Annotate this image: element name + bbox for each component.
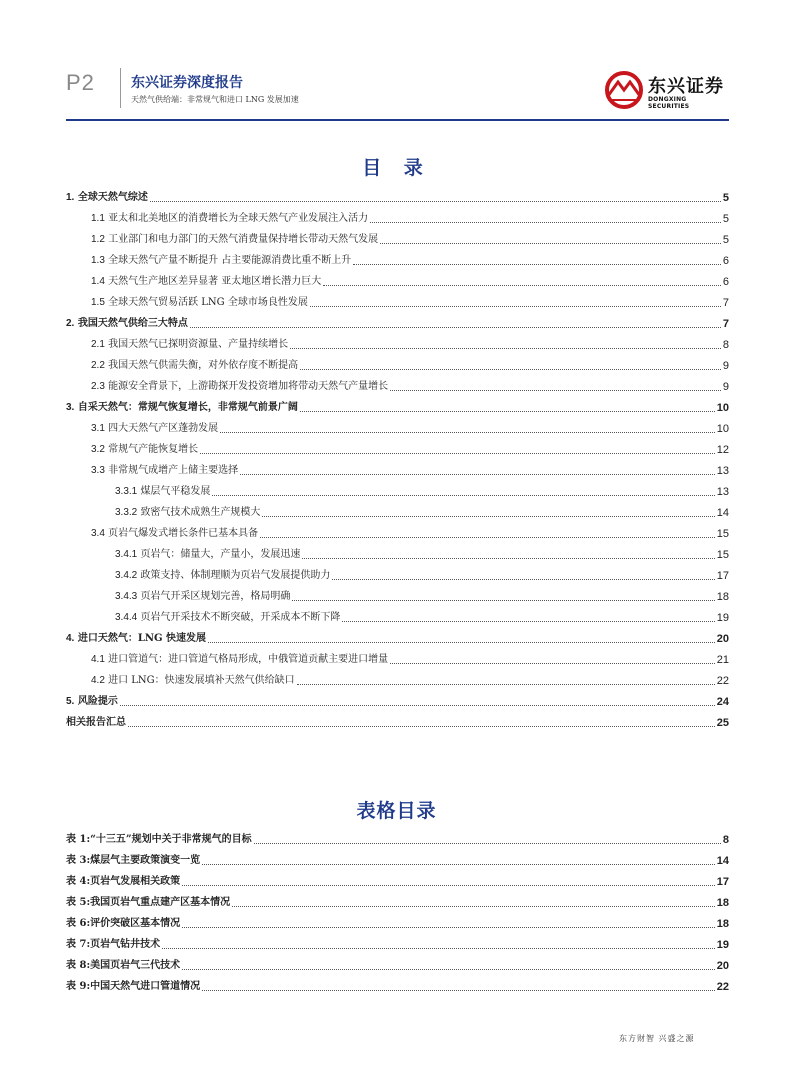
toc-entry-number: 3. xyxy=(66,402,75,413)
toc-entry[interactable] xyxy=(66,585,729,606)
toc-entry[interactable] xyxy=(66,606,729,627)
toc-entry-page: 22 xyxy=(716,675,729,687)
table-toc-entry-text: 表 3:煤层气主要政策演变一览 xyxy=(66,855,201,866)
toc-entry-number: 3.4.3 xyxy=(115,591,138,602)
toc-entry-number: 1.1 xyxy=(91,213,105,224)
toc-entry-label xyxy=(115,549,302,561)
toc-entry[interactable] xyxy=(66,228,729,249)
toc-entry[interactable] xyxy=(66,501,729,522)
table-toc-entry[interactable] xyxy=(66,954,729,975)
table-toc-entry[interactable] xyxy=(66,933,729,954)
dot-leader xyxy=(390,663,715,664)
toc-entry-label xyxy=(115,570,332,582)
dot-leader xyxy=(202,864,715,865)
toc-entry-page: 5 xyxy=(722,213,729,225)
toc-entry[interactable] xyxy=(66,354,729,375)
dot-leader xyxy=(390,390,721,391)
dot-leader xyxy=(182,885,715,886)
header-rule xyxy=(66,119,729,121)
page-number: P2 xyxy=(66,70,95,95)
toc-entry-label xyxy=(66,696,120,708)
toc-entry-label xyxy=(66,717,128,729)
toc-entry-number: 1. xyxy=(66,192,75,203)
toc-entry-text: 进口管道气：进口管道气格局形成，中俄管道贡献主要进口增量 xyxy=(108,654,389,665)
toc-entry[interactable] xyxy=(66,186,729,207)
toc-entry-number: 3.2 xyxy=(91,444,105,455)
toc-entry-label xyxy=(115,486,212,498)
toc-entry-page: 21 xyxy=(716,654,729,666)
toc-entry-page: 14 xyxy=(716,507,729,519)
toc-entry-text: 相关报告汇总 xyxy=(66,717,126,728)
table-toc-entry-page: 14 xyxy=(716,855,729,867)
table-toc-entry-page: 8 xyxy=(722,834,729,846)
toc-entry-page: 7 xyxy=(722,318,729,330)
toc-entry-number: 5. xyxy=(66,696,75,707)
dot-leader xyxy=(260,537,715,538)
table-toc-entry-page: 18 xyxy=(716,918,729,930)
dot-leader xyxy=(323,285,721,286)
toc-entry-page: 18 xyxy=(716,591,729,603)
dot-leader xyxy=(353,264,721,265)
toc-entry[interactable] xyxy=(66,669,729,690)
toc-entry-number: 4. xyxy=(66,633,75,644)
toc-entry-number: 3.4.2 xyxy=(115,570,138,581)
dot-leader xyxy=(300,411,715,412)
toc-entry[interactable] xyxy=(66,207,729,228)
dot-leader xyxy=(220,432,715,433)
table-toc-entry-page: 18 xyxy=(716,897,729,909)
toc-entry-text: 我国天然气供给三大特点 xyxy=(77,318,188,329)
toc-entry[interactable] xyxy=(66,459,729,480)
report-title: 东兴证券深度报告 xyxy=(131,75,243,91)
toc-entry-label xyxy=(66,402,300,414)
toc-entry[interactable] xyxy=(66,480,729,501)
toc-entry-page: 9 xyxy=(722,360,729,372)
dot-leader xyxy=(342,621,714,622)
toc-entry-text: 我国天然气已探明资源量、产量持续增长 xyxy=(108,339,289,350)
toc-entry-text: 全球天然气综述 xyxy=(77,192,148,203)
toc-entry-page: 6 xyxy=(722,276,729,288)
toc-entry[interactable] xyxy=(66,396,729,417)
toc-entry[interactable] xyxy=(66,627,729,648)
toc-entry[interactable] xyxy=(66,648,729,669)
toc-entry-text: 页岩气开采技术不断突破，开采成本不断下降 xyxy=(140,612,341,623)
toc-entry-page: 5 xyxy=(722,234,729,246)
toc-entry-text: 我国天然气供需失衡，对外依存度不断提高 xyxy=(108,360,299,371)
dot-leader xyxy=(302,558,714,559)
table-of-contents xyxy=(66,186,729,732)
footer-slogan: 东方财智 兴盛之源 xyxy=(619,1034,695,1043)
toc-entry[interactable] xyxy=(66,249,729,270)
toc-entry-label xyxy=(91,654,390,666)
dot-leader xyxy=(290,348,721,349)
toc-entry-page: 8 xyxy=(722,339,729,351)
table-toc-title: 表格目录 xyxy=(356,800,437,822)
toc-entry-text: 四大天然气产区蓬勃发展 xyxy=(108,423,219,434)
toc-entry-number: 2. xyxy=(66,318,75,329)
toc-entry-text: 页岩气开采区规划完善，格局明确 xyxy=(140,591,291,602)
toc-entry-label xyxy=(115,507,262,519)
table-toc-entry-page: 20 xyxy=(716,960,729,972)
toc-entry-label xyxy=(91,255,353,267)
toc-entry-page: 25 xyxy=(716,717,729,729)
dot-leader xyxy=(120,705,715,706)
toc-entry-number: 1.2 xyxy=(91,234,105,245)
dot-leader xyxy=(297,684,715,685)
toc-entry-text: 工业部门和电力部门的天然气消费量保持增长带动天然气发展 xyxy=(108,234,379,245)
toc-entry-label xyxy=(66,192,150,204)
toc-entry[interactable] xyxy=(66,522,729,543)
toc-entry-number: 3.3.2 xyxy=(115,507,138,518)
toc-entry-label xyxy=(91,444,200,456)
dot-leader xyxy=(150,201,721,202)
table-toc-entry-text: 表 8:美国页岩气三代技术 xyxy=(66,960,181,971)
toc-entry-label xyxy=(91,528,260,540)
toc-entry[interactable] xyxy=(66,564,729,585)
dot-leader xyxy=(202,990,715,991)
table-toc-entry[interactable] xyxy=(66,891,729,912)
table-toc-entry[interactable] xyxy=(66,975,729,996)
dot-leader xyxy=(300,369,721,370)
toc-entry-label xyxy=(91,423,220,435)
toc-entry-page: 9 xyxy=(722,381,729,393)
toc-entry-page: 15 xyxy=(716,528,729,540)
table-toc-entry[interactable] xyxy=(66,849,729,870)
dot-leader xyxy=(212,495,714,496)
table-of-tables xyxy=(66,828,729,996)
dot-leader xyxy=(162,948,715,949)
table-toc-entry-page: 19 xyxy=(716,939,729,951)
toc-entry-page: 7 xyxy=(722,297,729,309)
toc-entry-text: 常规气产能恢复增长 xyxy=(108,444,199,455)
toc-entry-number: 4.1 xyxy=(91,654,105,665)
toc-entry-number: 2.3 xyxy=(91,381,105,392)
toc-entry-text: 非常规气成增产上储主要选择 xyxy=(108,465,239,476)
toc-entry[interactable] xyxy=(66,312,729,333)
dot-leader xyxy=(200,453,715,454)
toc-entry-number: 3.3.1 xyxy=(115,486,138,497)
toc-entry[interactable] xyxy=(66,291,729,312)
toc-entry[interactable] xyxy=(66,690,729,711)
toc-entry-text: 煤层气平稳发展 xyxy=(140,486,211,497)
company-logo xyxy=(604,70,729,110)
toc-entry-text: 致密气技术成熟生产规模大 xyxy=(140,507,261,518)
toc-entry-text: 政策支持、体制理顺为页岩气发展提供助力 xyxy=(140,570,331,581)
dot-leader xyxy=(182,927,715,928)
table-toc-entry[interactable] xyxy=(66,828,729,849)
table-toc-entry[interactable] xyxy=(66,870,729,891)
toc-entry-text: 进口 LNG：快速发展填补天然气供给缺口 xyxy=(108,675,295,686)
toc-entry[interactable] xyxy=(66,438,729,459)
toc-entry-label xyxy=(91,465,240,477)
logo-emblem-icon xyxy=(604,70,646,110)
toc-entry[interactable] xyxy=(66,711,729,732)
table-toc-entry[interactable] xyxy=(66,912,729,933)
toc-entry[interactable] xyxy=(66,270,729,291)
toc-entry-text: 自采天然气：常规气恢复增长，非常规气前景广阔 xyxy=(77,402,298,413)
dot-leader xyxy=(262,516,714,517)
dot-leader xyxy=(380,243,721,244)
toc-entry-page: 10 xyxy=(716,402,729,414)
toc-entry-number: 1.5 xyxy=(91,297,105,308)
toc-entry-label xyxy=(91,360,300,372)
toc-entry-number: 3.3 xyxy=(91,465,105,476)
toc-entry-number: 3.1 xyxy=(91,423,105,434)
dot-leader xyxy=(128,726,715,727)
toc-entry-label xyxy=(91,381,390,393)
toc-entry-page: 6 xyxy=(722,255,729,267)
toc-entry[interactable] xyxy=(66,543,729,564)
toc-entry-text: 天然气生产地区差异显著 亚太地区增长潜力巨大 xyxy=(108,276,322,287)
toc-entry-text: 亚太和北美地区的消费增长为全球天然气产业发展注入活力 xyxy=(108,213,369,224)
dot-leader xyxy=(292,600,714,601)
toc-entry-page: 24 xyxy=(716,696,729,708)
toc-entry-page: 12 xyxy=(716,444,729,456)
dot-leader xyxy=(240,474,715,475)
toc-entry[interactable] xyxy=(66,333,729,354)
table-toc-entry-page: 17 xyxy=(716,876,729,888)
toc-entry-label xyxy=(66,318,190,330)
dot-leader xyxy=(332,579,714,580)
table-toc-entry-text: 表 1:“十三五”规划中关于非常规气的目标 xyxy=(66,834,252,845)
toc-title: 目 录 xyxy=(362,157,431,179)
toc-entry-label xyxy=(115,612,342,624)
table-toc-entry-page: 22 xyxy=(716,981,729,993)
toc-entry-label xyxy=(91,234,380,246)
toc-entry-page: 13 xyxy=(716,486,729,498)
table-toc-entry-text: 表 6:评价突破区基本情况 xyxy=(66,918,181,929)
toc-entry-number: 2.1 xyxy=(91,339,105,350)
logo-cn-text: 东兴证券 xyxy=(648,76,724,97)
toc-entry-label xyxy=(91,213,370,225)
toc-entry-page: 17 xyxy=(716,570,729,582)
toc-entry-text: 全球天然气产量不断提升 占主要能源消费比重不断上升 xyxy=(108,255,352,266)
toc-entry-text: 页岩气：储量大，产量小，发展迅速 xyxy=(140,549,301,560)
toc-entry-number: 2.2 xyxy=(91,360,105,371)
report-subtitle: 天然气供给端：非常规气和进口 LNG 发展加速 xyxy=(131,95,299,104)
toc-entry-page: 19 xyxy=(716,612,729,624)
toc-entry-text: 进口天然气：LNG 快速发展 xyxy=(77,633,207,644)
dot-leader xyxy=(182,969,715,970)
toc-entry-number: 1.3 xyxy=(91,255,105,266)
toc-entry-number: 1.4 xyxy=(91,276,105,287)
toc-entry-label xyxy=(91,297,310,309)
table-toc-entry-text: 表 5:我国页岩气重点建产区基本情况 xyxy=(66,897,231,908)
toc-entry-text: 能源安全背景下，上游勘探开发投资增加将带动天然气产量增长 xyxy=(108,381,389,392)
table-toc-entry-text: 表 9:中国天然气进口管道情况 xyxy=(66,981,201,992)
toc-entry-number: 4.2 xyxy=(91,675,105,686)
toc-entry-label xyxy=(91,339,290,351)
toc-entry-text: 全球天然气贸易活跃 LNG 全球市场良性发展 xyxy=(108,297,308,308)
toc-entry[interactable] xyxy=(66,417,729,438)
dot-leader xyxy=(254,843,721,844)
page-header xyxy=(0,0,793,125)
table-toc-entry-text: 表 4:页岩气发展相关政策 xyxy=(66,876,181,887)
toc-entry-number: 3.4.4 xyxy=(115,612,138,623)
toc-entry-label xyxy=(91,276,323,288)
toc-entry-number: 3.4 xyxy=(91,528,105,539)
toc-entry-page: 10 xyxy=(716,423,729,435)
dot-leader xyxy=(310,306,721,307)
table-toc-entry-text: 表 7:页岩气钻井技术 xyxy=(66,939,161,950)
toc-entry-page: 20 xyxy=(716,633,729,645)
header-divider xyxy=(120,68,121,108)
toc-entry-number: 3.4.1 xyxy=(115,549,138,560)
toc-entry-page: 5 xyxy=(722,192,729,204)
toc-entry-page: 15 xyxy=(716,549,729,561)
logo-en-text: DONGXING SECURITIES xyxy=(648,96,690,110)
dot-leader xyxy=(208,642,715,643)
dot-leader xyxy=(190,327,721,328)
dot-leader xyxy=(370,222,721,223)
toc-entry-label xyxy=(115,591,292,603)
toc-entry[interactable] xyxy=(66,375,729,396)
toc-entry-text: 风险提示 xyxy=(77,696,118,707)
dot-leader xyxy=(232,906,715,907)
toc-entry-page: 13 xyxy=(716,465,729,477)
toc-entry-label xyxy=(66,633,208,645)
toc-entry-text: 页岩气爆发式增长条件已基本具备 xyxy=(108,528,259,539)
toc-entry-label xyxy=(91,675,297,687)
